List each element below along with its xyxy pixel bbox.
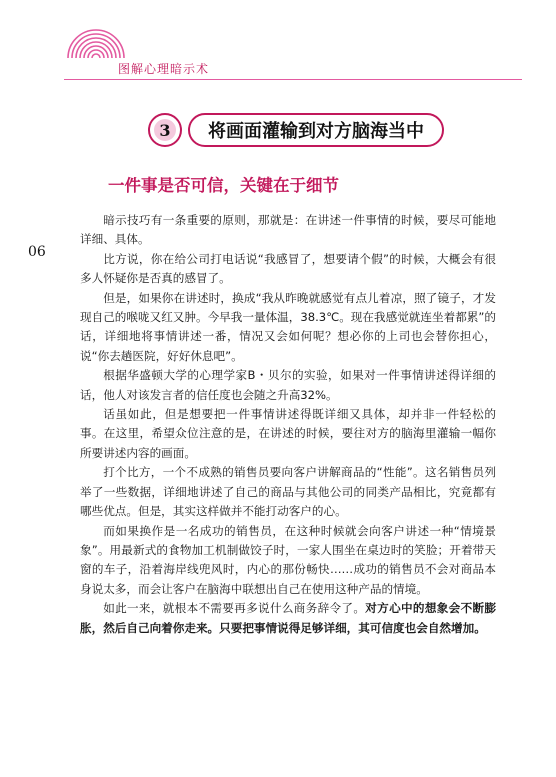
subheading: 一件事是否可信，关键在于细节: [108, 176, 339, 195]
paragraph-bold-text: 对方心中的想象会不断膨胀，然后自己向着你走来。只要把事情说得足够详细，其可信度也会自然增加。: [80, 601, 496, 635]
page-number: 06: [28, 244, 46, 260]
paragraph: 根据华盛顿大学的心理学家B・贝尔的实验，如果对一件事情讲述得详细的话，他人对该发言者的信任度也会随之升高32%。: [80, 368, 496, 402]
section-banner: [148, 113, 446, 147]
concentric-arcs-icon: [64, 18, 128, 58]
section-number: 3: [154, 119, 176, 141]
paragraph: 话虽如此，但是想要把一件事情讲述得既详细又具体，却并非一件轻松的事。在这里，希望众位注意的是，在讲述的时候，要往对方的脑海里灌输一幅你所要讲述内容的画面。: [80, 407, 496, 460]
paragraph: 但是，如果你在讲述时，换成“我从昨晚就感觉有点儿着凉，照了镜子，才发现自己的喉咙又红又肿。今早我一量体温，38.3℃。现在我感觉就连坐着都累”的话，详细地将事情讲述一番，情况又会如何呢？想必你的上司也会替你担心，说“你去趟医院，好好休息吧”。: [80, 290, 496, 363]
header-divider: [64, 79, 522, 80]
book-title: 图解心理暗示术: [118, 62, 210, 76]
section-number-badge: [148, 113, 182, 147]
paragraph-last: [80, 599, 496, 638]
body-text: [80, 211, 496, 638]
section-title: 将画面灌输到对方脑海当中: [188, 113, 444, 147]
paragraph: 暗示技巧有一条重要的原则，那就是：在讲述一件事情的时候，要尽可能地详细、具体。: [80, 213, 496, 247]
paragraph: 打个比方，一个不成熟的销售员要向客户讲解商品的“性能”。这名销售员列举了一些数据，详细地讲述了自己的商品与其他公司的同类产品相比，究竟都有哪些优点。但是，其实这样做并不能打动客户的心。: [80, 465, 496, 519]
paragraph: 而如果换作是一名成功的销售员，在这种时候就会向客户讲述一种“情境景象”。用最新式的食物加工机制做饺子时，一家人围坐在桌边时的笑脸；开着带天窗的车子，沿着海岸线兜风时，内心的那份畅快……成功的销售员不会对商品本身说太多，而会让客户在脑海中联想出自己在使用这种产品的情境。: [80, 523, 496, 596]
paragraph-normal-text: 如此一来，就根本不需要再多说什么商务辞令了。: [103, 601, 366, 616]
paragraph: 比方说，你在给公司打电话说“我感冒了，想要请个假”的时候，大概会有很多人怀疑你是否真的感冒了。: [80, 251, 496, 286]
